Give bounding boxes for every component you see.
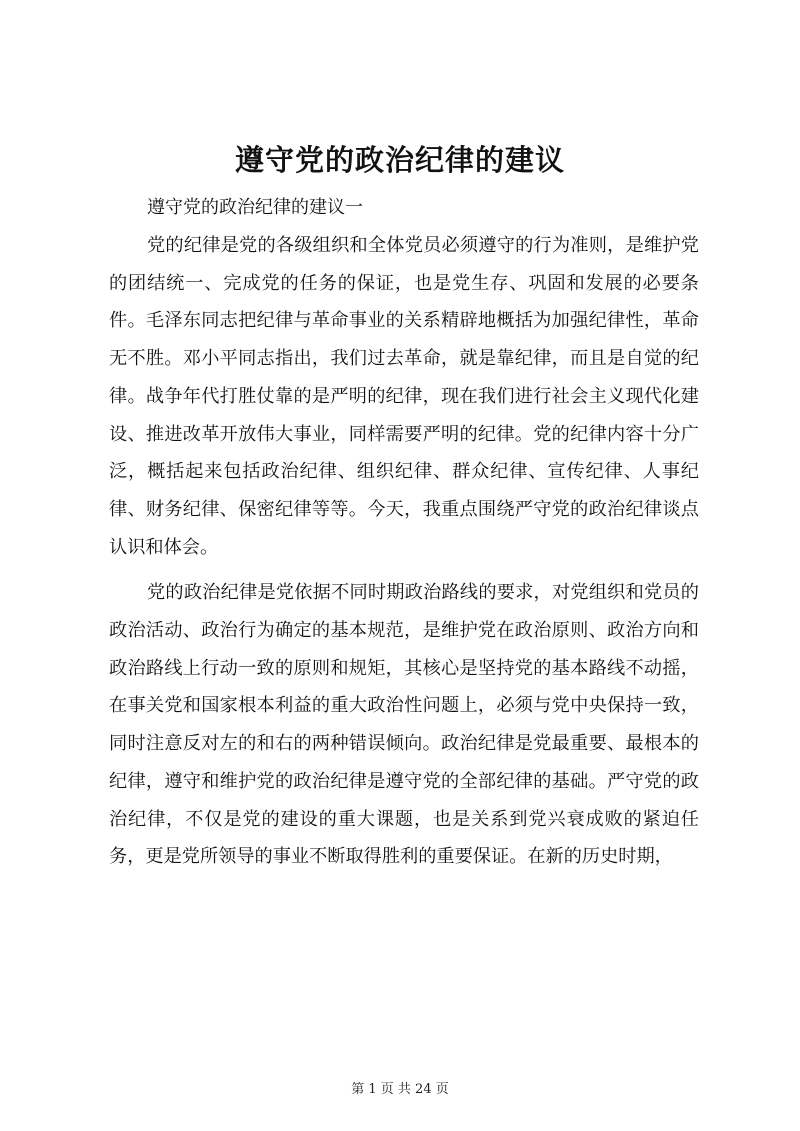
page-number-footer: 第 1 页 共 24 页 (351, 1082, 449, 1097)
document-title: 遵守党的政治纪律的建议 (234, 143, 565, 177)
section-subtitle: 遵守党的政治纪律的建议一 (147, 197, 363, 218)
document-body (109, 189, 699, 876)
paragraph-2: 党的政治纪律是党依据不同时期政治路线的要求，对党组织和党员的政治活动、政治行为确定的基本规范，是维护党在政治原则、政治方向和政治路线上行动一致的原则和规矩，其核心是坚持党的基本路线不动摇，在事关党和国家根本利益的重大政治性问题上，必须与党中央保持一致，同时注意反对左的和右的两种错误倾向。政治纪律是党最重要、最根本的纪律，遵守和维护党的政治纪律是遵守党的全部纪律的基础。严守党的政治纪律，不仅是党的建设的重大课题，也是关系到党兴衰成败的紧迫任务，更是党所领导的事业不断取得胜利的重要保证。在新的历史时期， (109, 582, 699, 868)
paragraph-spacer (109, 566, 699, 574)
paragraph-1: 党的纪律是党的各级组织和全体党员必须遵守的行为准则，是维护党的团结统一、完成党的任务的保证，也是党生存、巩固和发展的必要条件。毛泽东同志把纪律与革命事业的关系精辟地概括为加强纪律性，革命无不胜。邓小平同志指出，我们过去革命，就是靠纪律，而且是自觉的纪律。战争年代打胜仗靠的是严明的纪律，现在我们进行社会主义现代化建设、推进改革开放伟大事业，同样需要严明的纪律。党的纪律内容十分广泛，概括起来包括政治纪律、组织纪律、群众纪律、宣传纪律、人事纪律、财务纪律、保密纪律等等。今天，我重点围绕严守党的政治纪律谈点认识和体会。 (109, 235, 699, 558)
